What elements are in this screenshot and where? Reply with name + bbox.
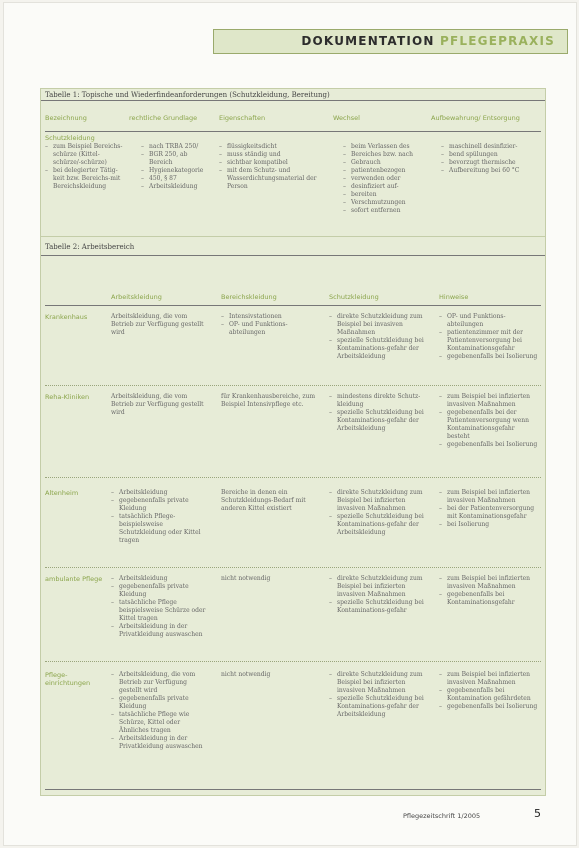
- table-1-cell-5: – maschinell desinfizier- – bend spülungen – bevorzugt thermische – Aufbereitung bei 60 °C: [441, 143, 541, 175]
- journal-issue: Pflegezeitschrift 1/2005: [403, 812, 481, 820]
- table-2-row-5-col-1: – Arbeitskleidung, die vom Betrieb zur Verfügung gestellt wird – gegebenenfalls private Kleidung – tatsächliche Pflege wie Schürze, Kittel oder Ähnliches tragen – Arbeitskleidung in der Privatkleidung auswaschen: [111, 671, 211, 751]
- table-1-header-name: Bezeichnung: [45, 114, 87, 122]
- table-2-header-area: Bereichskleidung: [221, 293, 277, 301]
- table-2-row-3-col-3: – direkte Schutzkleidung zum Beispiel bei infizierten invasiven Maßnahmen – spezielle Schutzkleidung bei Kontaminations-gefahr der Arbeitskleidung: [329, 489, 429, 537]
- table-2-header-work: Arbeitskleidung: [111, 293, 162, 301]
- table-2-header-protective: Schutzkleidung: [329, 293, 379, 301]
- table-2-row-3-col-1: – Arbeitskleidung – gegebenenfalls private Kleidung – tatsächlich Pflege-beispielsweise Schutzkleidung oder Kittel tragen: [111, 489, 211, 545]
- table-1-caption: Tabelle 1: Topische und Wiederfindeanforderungen (Schutzkleidung, Bereitung): [45, 91, 330, 99]
- table-2-header-notes: Hinweise: [439, 293, 469, 301]
- table-2: [40, 236, 546, 796]
- table-1-cell-4: – beim Verlassen des – Bereiches bzw. nach – Gebrauch – patientenbezogen – verwenden oder – desinfiziert auf- – bereiten – Verschmutzungen – sofort entfernen: [343, 143, 429, 215]
- table-2-row-1-col-3: – direkte Schutzkleidung zum Beispiel bei invasiven Maßnahmen – spezielle Schutzkleidung bei Kontaminations-gefahr der Arbeitskleidung: [329, 313, 429, 361]
- table-1-header-change: Wechsel: [333, 114, 360, 122]
- table-2-row-1-label: Krankenhaus: [45, 313, 88, 321]
- table-2-row-3-col-2: Bereiche in denen ein Schutzkleidungs-Bedarf mit anderen Kittel existiert: [221, 489, 306, 512]
- table-2-row-2-col-3: – mindestens direkte Schutz-kleidung – spezielle Schutzkleidung bei Kontaminations-gefahr der Arbeitskleidung: [329, 393, 429, 433]
- table-2-row-1-col-1: Arbeitskleidung, die vom Betrieb zur Verfügung gestellt wird: [111, 313, 204, 336]
- table-1: [40, 88, 546, 238]
- table-2-row-3-col-4: – zum Beispiel bei infizierten invasiven Maßnahmen – bei der Patientenversorgung mit Kontaminationsgefahr – bei Isolierung: [439, 489, 539, 529]
- table-1-cell-2: – nach TRBA 250/ – BGR 250, ab Bereich – Hygienekategorie – 450, § 87 – Arbeitskleidung: [141, 143, 211, 191]
- table-2-row-1-col-4: – OP- und Funktions-abteilungen – patientenzimmer mit der Patientenversorgung bei Kontaminationsgefahr – gegebenenfalls bei Isolierung: [439, 313, 539, 361]
- table-1-header-law: rechtliche Grundlage: [129, 114, 198, 122]
- table-2-row-2-col-1: Arbeitskleidung, die vom Betrieb zur Verfügung gestellt wird: [111, 393, 204, 416]
- section-title: DOKUMENTATION PFLEGEPRAXIS: [301, 34, 555, 48]
- table-1-header-properties: Eigenschaften: [219, 114, 266, 122]
- table-1-cell-1: – zum Beispiel Bereichs-schürze (Kittel-schürze/-schürze) – bei delegierter Tätig-keit bzw. Bereichs-mit Bereichskleidung: [45, 143, 127, 191]
- page-number: 5: [534, 807, 541, 820]
- table-2-caption: Tabelle 2: Arbeitsbereich: [45, 243, 135, 251]
- table-1-cell-3: – flüssigkeitsdicht – muss ständig und – sichtbar kompatibel – mit dem Schutz- und Wasserdichtungsmaterial der Person: [219, 143, 319, 191]
- table-1-header-storage: Aufbewahrung/ Entsorgung: [431, 114, 520, 122]
- table-2-row-5-col-3: – direkte Schutzkleidung zum Beispiel bei infizierten invasiven Maßnahmen – spezielle Schutzkleidung bei Kontaminations-gefahr der Arbeitskleidung: [329, 671, 429, 719]
- table-2-row-5-col-2: nicht notwendig: [221, 671, 271, 678]
- table-1-row-label: Schutzkleidung: [45, 134, 95, 142]
- table-2-row-5-label: Pflege-einrichtungen: [45, 671, 91, 687]
- section-header-band: [213, 29, 568, 54]
- table-2-row-5-col-4: – zum Beispiel bei infizierten invasiven Maßnahmen – gegebenenfalls bei Kontamination gefährdeten – gegebenenfalls bei Isolierung: [439, 671, 539, 711]
- table-2-row-4-col-4: – zum Beispiel bei infizierten invasiven Maßnahmen – gegebenenfalls bei Kontaminationsgefahr: [439, 575, 539, 607]
- table-2-row-2-label: Reha-Kliniken: [45, 393, 90, 401]
- table-2-row-2-col-2: für Krankenhausbereiche, zum Beispiel Intensivpflege etc.: [221, 393, 316, 408]
- table-2-row-1-col-2: – Intensivstationen – OP- und Funktions-abteilungen: [221, 313, 319, 337]
- table-2-row-3-label: Altenheim: [45, 489, 79, 497]
- table-2-row-4-label: ambulante Pflege: [45, 575, 103, 583]
- table-2-row-4-col-2: nicht notwendig: [221, 575, 271, 582]
- table-2-row-2-col-4: – zum Beispiel bei infizierten invasiven Maßnahmen – gegebenenfalls bei der Patientenversorgung wenn Kontaminationsgefahr besteht – gegebenenfalls bei Isolierung: [439, 393, 539, 449]
- table-2-row-4-col-1: – Arbeitskleidung – gegebenenfalls private Kleidung – tatsächliche Pflege beispielsweise Schürze oder Kittel tragen – Arbeitskleidung in der Privatkleidung auswaschen: [111, 575, 211, 639]
- table-2-row-4-col-3: – direkte Schutzkleidung zum Beispiel bei infizierten invasiven Maßnahmen – spezielle Schutzkleidung bei Kontaminations-gefahr: [329, 575, 429, 615]
